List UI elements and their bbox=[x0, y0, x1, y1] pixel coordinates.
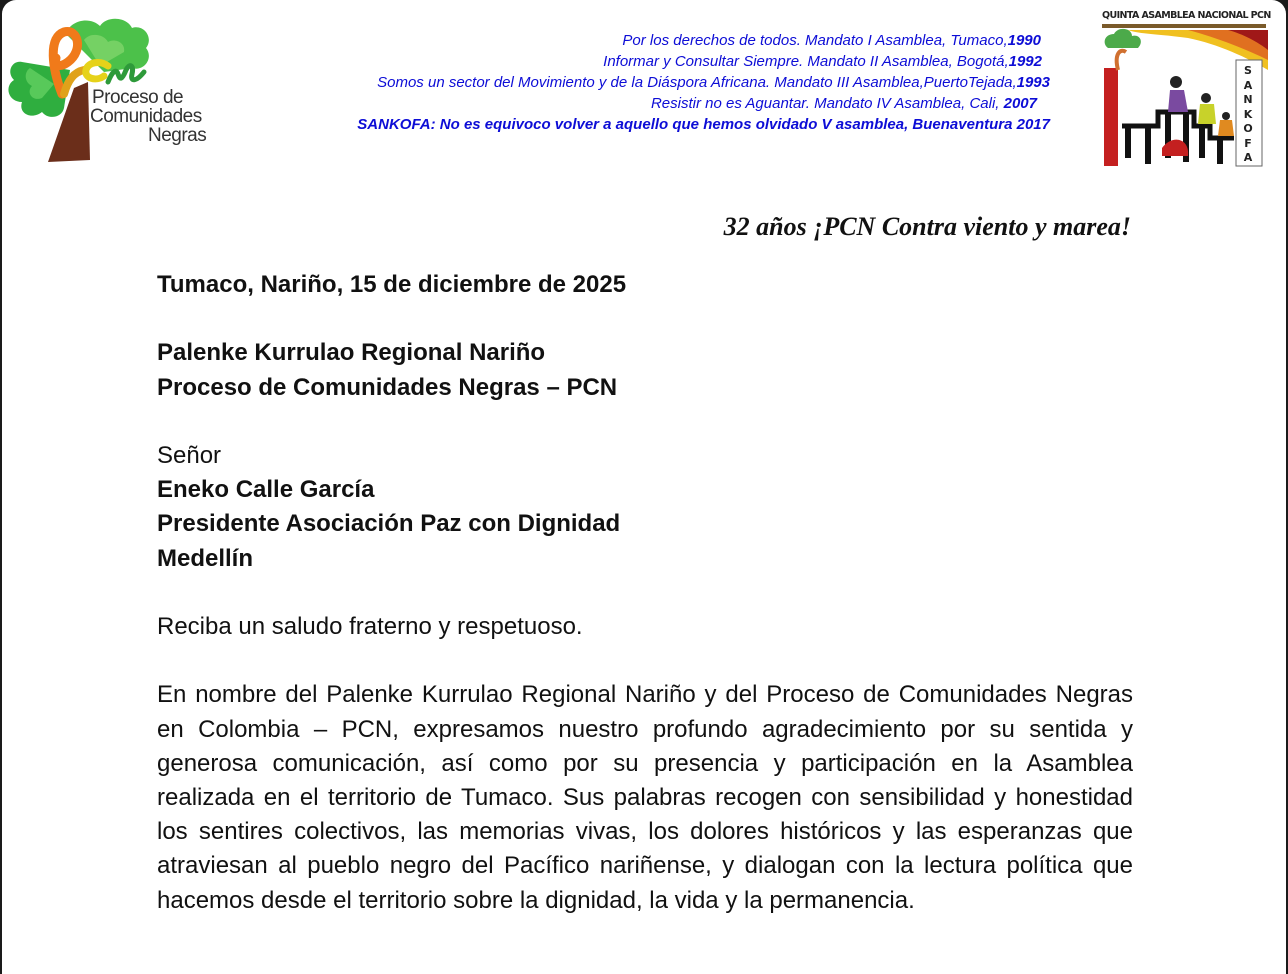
sender-line: Proceso de Comunidades Negras – PCN bbox=[157, 373, 618, 401]
header-mottos bbox=[230, 30, 1050, 135]
recipient-city: Medellín bbox=[157, 544, 254, 572]
recipient-name: Eneko Calle García bbox=[157, 476, 375, 504]
letter-body bbox=[157, 268, 1133, 918]
paragraph: En nombre del Palenke Kurrulao Regional Nariño y del Proceso de Comunidades Negras en Colombia – PCN, expresamos nuestro profundo agradecimiento por su sentida y generosa comunicación, así como por su presencia y participación en la Asamblea realizada en el territorio de Tumaco. Sus palabras recogen con sensibilidad y honestidad los sentires colectivos, las memorias vivas, los dolores históricos y las esperanzas que atraviesan al pueblo negro del Pacífico nariñense, y dialogan con la lectura política que hacemos desde el territorio sobre la dignidad, la vida y la permanencia. bbox=[157, 681, 1133, 914]
salutation-title: Señor bbox=[157, 441, 222, 469]
greeting: Reciba un saludo fraterno y respetuoso. bbox=[157, 612, 583, 640]
motto-line: Por los derechos de todos. Mandato I Asamblea, Tumaco,1990 bbox=[622, 32, 1041, 49]
recipient-position: Presidente Asociación Paz con Dignidad bbox=[157, 510, 621, 538]
pcn-logo-wordmark: Proceso de Comunidades Negras bbox=[90, 87, 207, 146]
motto-line: Informar y Consultar Siempre. Mandato II Asamblea, Bogotá,1992 bbox=[603, 53, 1042, 70]
sankofa-vertical-word: S A N K O F A bbox=[1243, 64, 1253, 164]
motto-line: Somos un sector del Movimiento y de la Diáspora Africana. Mandato III Asamblea,PuertoTejada,1993 bbox=[377, 74, 1050, 91]
sender-line: Palenke Kurrulao Regional Nariño bbox=[157, 339, 546, 367]
quinta-asamblea-logo bbox=[1098, 8, 1270, 170]
document-page bbox=[2, 0, 1286, 974]
place-date: Tumaco, Nariño, 15 de diciembre de 2025 bbox=[157, 271, 627, 298]
motto-line-sankofa: SANKOFA: No es equivoco volver a aquello que hemos olvidado V asamblea, Buenaventura 2017 bbox=[357, 116, 1050, 133]
quinta-asamblea-caption: QUINTA ASAMBLEA NACIONAL PCN bbox=[1102, 10, 1271, 21]
motto-line: Resistir no es Aguantar. Mandato IV Asamblea, Cali, 2007 bbox=[650, 95, 1037, 112]
pcn-logo bbox=[4, 10, 219, 170]
anniversary-tagline: 32 años ¡PCN Contra viento y marea! bbox=[723, 212, 1131, 241]
